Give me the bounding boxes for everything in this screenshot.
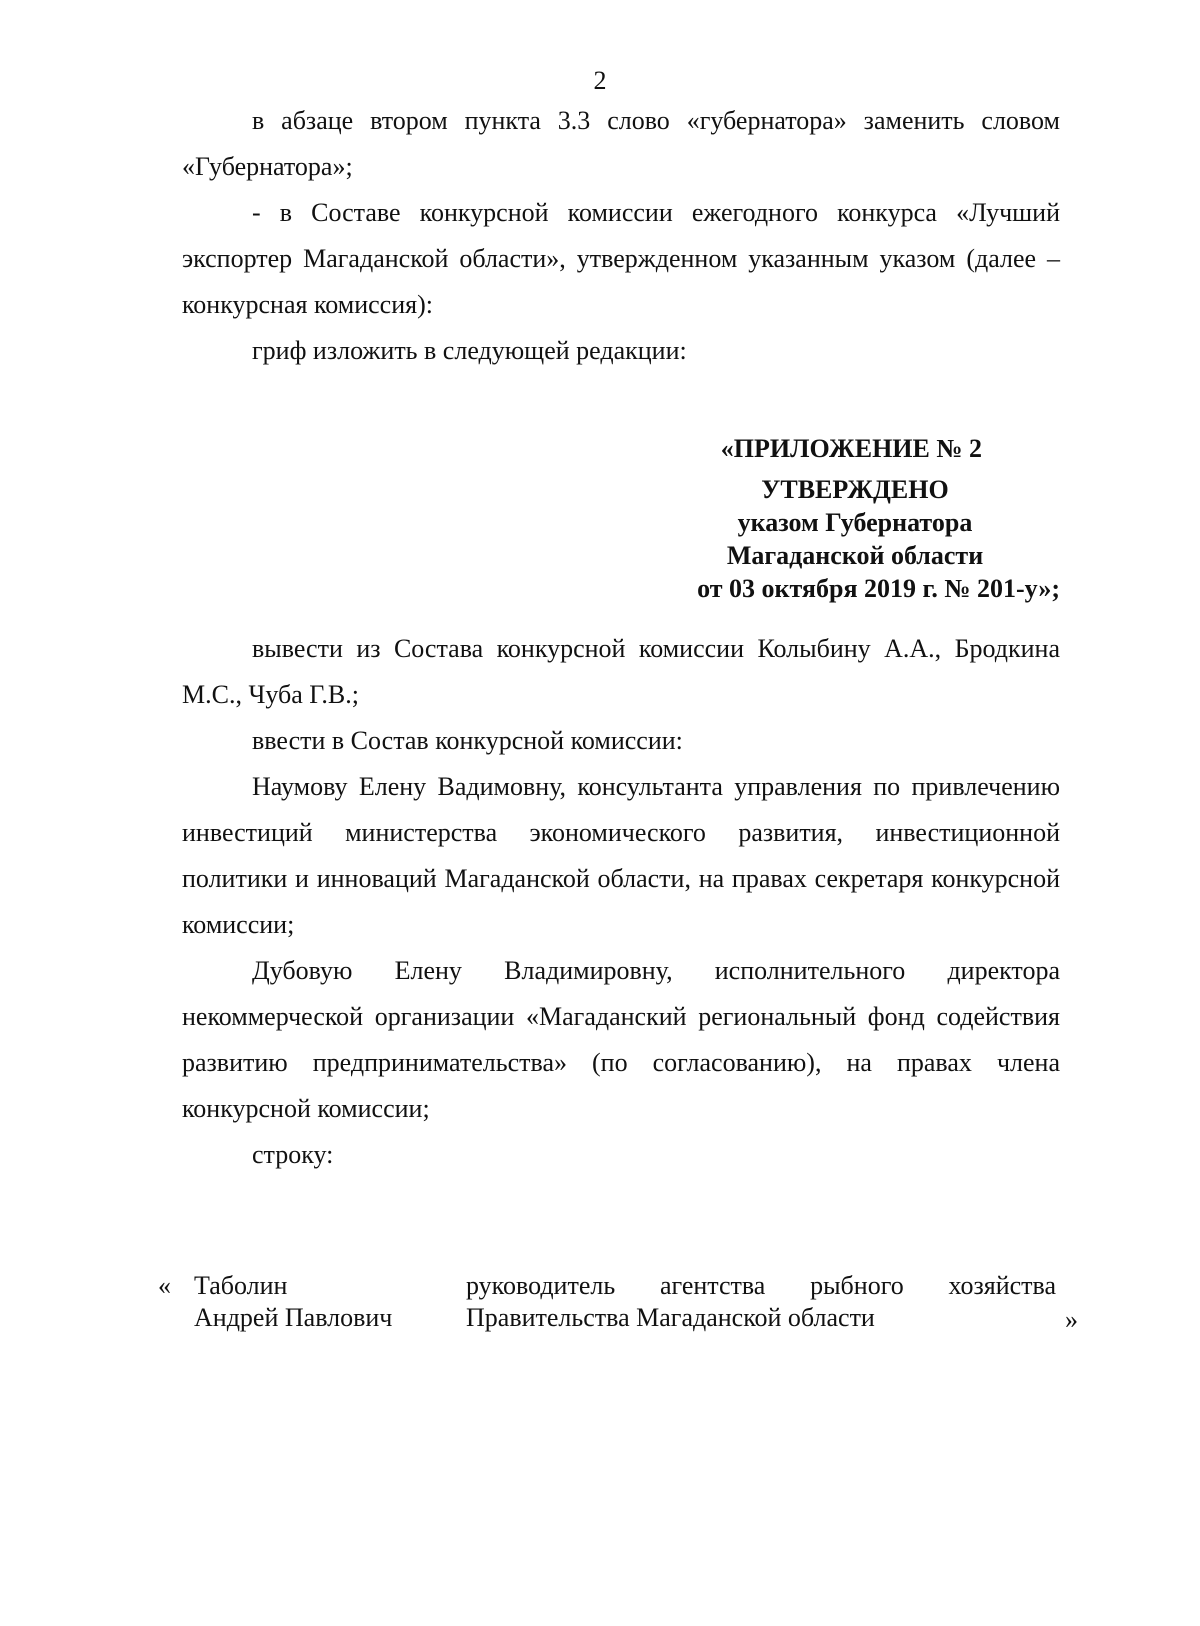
stamp-date-line: от 03 октября 2019 г. № 201-у»;: [697, 574, 1060, 603]
entry-given-names: Андрей Павлович: [194, 1303, 393, 1332]
entry-close-quote: »: [1065, 1305, 1078, 1334]
paragraph-6: Наумову Елену Вадимовну, консультанта управления по привлечению инвестиций министерства экономического развития, инвестиционной политики и инноваций Магаданской области, на правах секретаря конкурсной комиссии;: [182, 772, 1060, 939]
entry-role-word: руководитель: [466, 1271, 616, 1300]
paragraph-3: гриф изложить в следующей редакции:: [252, 336, 687, 365]
paragraph-4: вывести из Состава конкурсной комиссии Колыбину А.А., Бродкина М.С., Чуба Г.В.;: [182, 634, 1060, 709]
page-number: 2: [593, 66, 607, 95]
approval-stamp: [560, 432, 1060, 605]
paragraph-2: - в Составе конкурсной комиссии ежегодного конкурса «Лучший экспортер Магаданской области», утвержденном указанным указом (далее – конкурсная комиссия):: [182, 198, 1060, 319]
paragraph-7: Дубовую Елену Владимировну, исполнительного директора некоммерческой организации «Магаданский региональный фонд содействия развитию предпринимательства» (по согласованию), на правах члена конкурсной комиссии;: [182, 956, 1060, 1123]
body-text-top: [182, 98, 1060, 374]
paragraph-1: в абзаце втором пункта 3.3 слово «губернатора» заменить словом «Губернатора»;: [182, 106, 1060, 181]
entry-name: [194, 1270, 464, 1334]
entry-open-quote: «: [158, 1271, 171, 1300]
body-text-bottom: [182, 626, 1060, 1178]
stamp-approved-line: УТВЕРЖДЕНО: [761, 475, 949, 504]
paragraph-5: ввести в Состав конкурсной комиссии:: [252, 726, 683, 755]
entry-role-line1: [466, 1270, 1056, 1302]
entry-role-line2: Правительства Магаданской области: [466, 1303, 875, 1332]
stamp-region-line: Магаданской области: [726, 541, 984, 570]
entry-role: [466, 1270, 1056, 1334]
stamp-decree-line: указом Губернатора: [737, 508, 973, 537]
stamp-appendix-line: «ПРИЛОЖЕНИЕ № 2: [720, 434, 982, 463]
entry-surname: Таболин: [194, 1271, 288, 1300]
entry-role-word: рыбного: [810, 1271, 904, 1300]
entry-role-word: хозяйства: [948, 1271, 1056, 1300]
paragraph-8: строку:: [252, 1140, 334, 1169]
entry-role-word: агентства: [659, 1271, 766, 1300]
